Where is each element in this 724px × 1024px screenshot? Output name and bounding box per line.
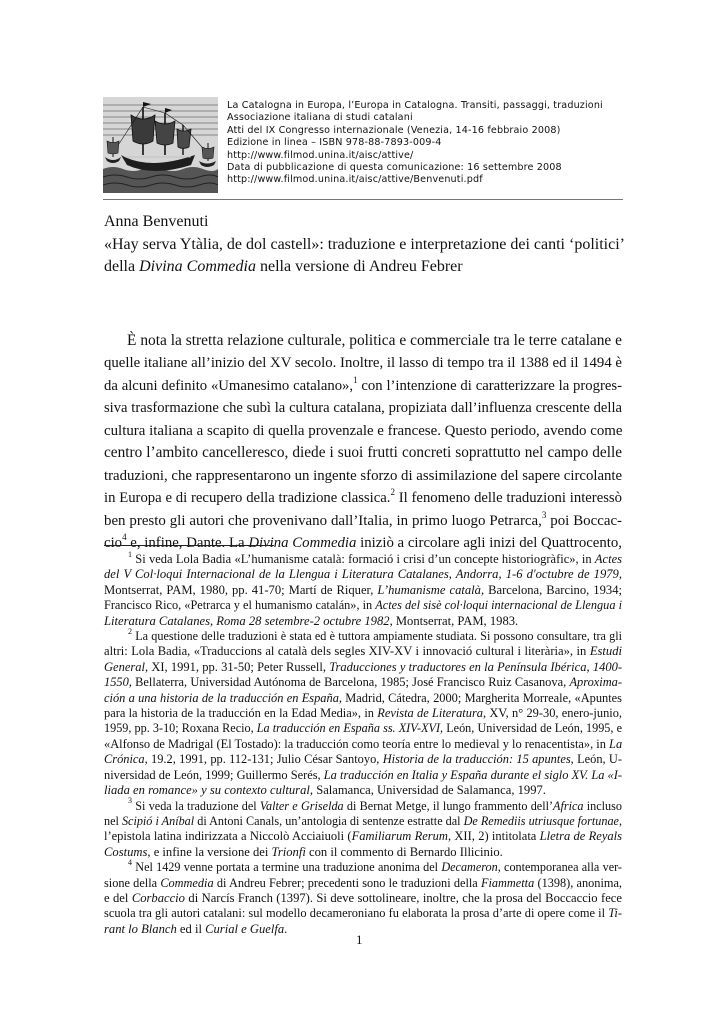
body-text: e, infine, Dante. La	[126, 535, 249, 552]
footnote-3-line	[104, 829, 622, 844]
footnote-italic: Corbaccio	[131, 890, 185, 905]
body-line: È nota la stretta relazione culturale, politica e commerciale tra le terre catalane e	[127, 332, 622, 349]
footnote-text: para la historia de la traducción en la Edad Media», in	[104, 706, 378, 721]
footnote-separator	[104, 545, 274, 546]
footnote-3-line	[104, 845, 622, 860]
footnote-text: con il commento di Bernardo Illicinio.	[305, 844, 503, 859]
footnote-italic: General,	[104, 659, 149, 674]
footnote-italic: Estudi	[589, 644, 622, 659]
header-line-url: http://www.filmod.unina.it/aisc/attive/	[227, 149, 414, 161]
footnote-4-line	[104, 906, 622, 921]
header-line-publication-date: Data di pubblicazione di questa comunicazione: 16 settembre 2008	[227, 162, 562, 174]
footnote-italic: ción a una historia de la traducción en España,	[104, 690, 342, 705]
header-text	[227, 100, 627, 187]
body-text: poi Boccac-	[546, 512, 623, 529]
footnote-text: .	[284, 921, 288, 936]
footnote-text: Francisco Rico, «Petrarca y el humanismo catalán», in	[104, 598, 376, 613]
footnote-text: , Montserrat, PAM, 1983.	[389, 613, 519, 628]
footnote-2-line	[104, 644, 622, 659]
ship-woodcut-icon	[103, 97, 218, 193]
footnote-number: 1	[128, 549, 132, 559]
footnote-number: 3	[128, 796, 132, 806]
footnotes	[104, 549, 623, 937]
header-line-isbn: Edizione in linea – ISBN 978-88-7893-009-4	[227, 137, 442, 149]
body-text: con l’intenzione di caratterizzare la progres-	[357, 377, 622, 394]
footnote-ref-4[interactable]: 4	[122, 532, 127, 543]
footnote-italic: Africa	[553, 798, 584, 813]
footnote-italic: Actes del sisè col·loqui internacional de Llengua i	[375, 598, 622, 613]
footnote-1-line	[104, 567, 622, 582]
footnote-italic: Decameron,	[441, 860, 501, 875]
footnote-3-line	[104, 814, 622, 829]
footnote-text: altri: Lola Badia, «Traduccions al català dels segles XIV-XV i innovació cultural i literària», in	[104, 644, 590, 659]
footnote-2-line	[104, 721, 622, 736]
footnote-2-line	[104, 768, 622, 783]
footnote-italic: Curial e Guelfa	[205, 921, 285, 936]
footnote-text: l’epistola latina indirizzata a Niccolò Acciaiuoli (	[104, 829, 352, 844]
footnote-2-line	[104, 660, 622, 675]
body-line	[104, 510, 622, 532]
footnote-text: XI, 1991, pp. 31-50; Peter Russell,	[148, 659, 330, 674]
footnote-text: di Narcís Franch (1397). Si deve sottolineare, inoltre, che la prosa del Boccaccio fece	[184, 890, 622, 905]
body-text: cio	[104, 535, 123, 552]
footnote-italic: Aproxima-	[569, 675, 622, 690]
footnote-text: scuola tra gli autori catalani: sul modello decameroniano fu elaborata la prosa d’arte di opere come il	[104, 906, 609, 921]
footnote-text: ed il	[176, 921, 206, 936]
footnote-text: sione della	[104, 875, 161, 890]
title-work-italic: Divina Commedia	[139, 258, 256, 275]
title-line-1: «Hay serva Ytàlia, de dol castell»: traduzione e interpretazione dei canti ‘politici’	[104, 236, 625, 253]
paper-title	[104, 234, 634, 278]
footnote-4-line	[104, 860, 622, 875]
footnote-italic: La	[609, 736, 623, 751]
footnote-text: di Bernat Metge, il lungo frammento dell’	[343, 798, 554, 813]
footnote-italic: Scipió i Aníbal	[121, 813, 195, 828]
footnote-italic: Familiarum Rerum	[351, 829, 448, 844]
footnote-text: , e infine la versione dei	[147, 844, 272, 859]
body-line	[104, 487, 622, 509]
footnote-italic: del V Col·loqui Internacional de la Llengua i Literatura Catalanes, Andorra, 1-6 d'octubre de 1979	[104, 567, 619, 582]
footnote-text: , XII, 2) intitolata	[447, 829, 540, 844]
body-text: in Europa e di recupero della tradizione classica.	[104, 490, 391, 507]
header-line-proceedings: Atti del IX Congresso internazionale (Venezia, 14-16 febbraio 2008)	[227, 124, 561, 136]
body-paragraph	[104, 330, 622, 555]
body-line: cultura italiana a scapito di quella provenzale e francese. Questo periodo, avendo come	[104, 422, 623, 439]
footnote-number: 2	[128, 626, 132, 636]
footnote-italic: Actes	[594, 552, 622, 566]
body-text: ben presto gli autori che provenivano dall’Italia, in primo luogo Petrarca,	[104, 512, 542, 529]
footnote-italic: liada en romance» y su contexto cultural,	[104, 783, 314, 798]
footnote-text: 19.2, 1991, pp. 112-131; Julio César Santoyo,	[147, 752, 383, 767]
footnote-text: e del	[104, 890, 132, 905]
footnote-number: 4	[128, 858, 132, 868]
header-line-conference-title: La Catalogna in Europa, l’Europa in Catalogna. Transiti, passaggi, traduzioni	[227, 100, 603, 111]
header-divider	[103, 199, 623, 200]
footnote-4-line	[104, 891, 622, 906]
body-line: centro l’ambito cancelleresco, diede i suoi frutti concreti soprattutto nel campo delle	[104, 444, 622, 462]
footnote-text: (1398), anonima,	[534, 875, 622, 890]
footnote-2-line	[104, 783, 622, 798]
page-number: 1	[356, 932, 363, 947]
footnote-text: Nel 1429 venne portata a termine una traduzione anonima del	[132, 860, 442, 875]
title-text: della	[104, 258, 140, 275]
footnote-italic: Valter e Griselda	[259, 798, 344, 813]
footnote-1-line	[104, 598, 622, 613]
body-line: traduzioni, che rappresentarono un ingente sforzo di assimilazione del sapere circolante	[104, 467, 623, 484]
footnote-italic: Traducciones y traductores en la Península Ibérica, 1400-	[329, 659, 622, 674]
footnote-2-line	[104, 626, 622, 644]
footnote-italic: Trionfi	[271, 844, 306, 859]
footnote-3-line	[104, 796, 622, 814]
footnote-text: «Alfonso de Madrigal (El Tostado): la traducción como teoría entre lo medieval y lo renacentista», in	[104, 736, 610, 751]
body-text: Il fenomeno delle traduzioni interessò	[394, 490, 622, 507]
title-text: nella versione di Andreu Febrer	[255, 258, 463, 275]
footnote-text: Madrid, Cátedra, 2000; Margherita Morreale, «Apuntes	[342, 690, 622, 705]
footnote-text: Si veda la traduzione del	[132, 798, 260, 813]
body-text: iniziò a circolare agli inizi del Quattrocento,	[356, 535, 622, 552]
footnote-text: di Antoni Canals, un’antologia di sentenze estratte dal	[194, 813, 464, 828]
footnote-text: ,	[618, 813, 623, 828]
footnote-italic: 1550,	[104, 675, 132, 690]
author-name: Anna Benvenuti	[104, 213, 209, 230]
footnote-italic: Fiammetta	[480, 875, 535, 890]
footnote-text: 1959, pp. 3-10; Roxana Recio,	[104, 721, 257, 736]
footnote-text: di Andreu Febrer; precedenti sono le traduzioni della	[213, 875, 481, 890]
body-line: quelle italiane all’inizio del XV secolo. Inoltre, il lasso di tempo tra il 1388 ed il 1494 è	[104, 355, 622, 372]
footnote-text: Bellaterra, Universidad Autónoma de Barcelona, 1985; José Francisco Ruiz Casanova,	[131, 675, 570, 690]
footnote-italic: Crónica,	[104, 752, 148, 767]
footnote-italic: La traducción en Italia y España durante el siglo XV. La «I-	[323, 767, 623, 782]
footnote-4-line	[104, 876, 622, 891]
footnote-text: Salamanca, Universidad de Salamanca, 1997.	[313, 783, 546, 798]
footnote-4-line	[104, 922, 622, 937]
footnote-text: nel	[104, 813, 122, 828]
footnote-text: Montserrat, PAM, 1980, pp. 41-70; Martí de Riquer,	[104, 582, 378, 597]
conference-header	[103, 97, 623, 193]
footnote-text: Barcelona, Barcino, 1934;	[484, 582, 622, 597]
footnote-italic: La traducción en España ss. XIV-XVI,	[256, 721, 444, 736]
header-line-association: Associazione italiana di studi catalani	[227, 112, 413, 124]
footnote-italic: Historia de la traducción: 15 apuntes,	[382, 752, 574, 767]
body-line: siva trasformazione che subì la cultura catalana, propiziata dall’influenza crescente della	[104, 400, 622, 417]
footnote-text: incluso	[583, 798, 622, 813]
footnote-2-line	[104, 752, 622, 767]
footnote-italic: rant lo Blanch	[104, 921, 177, 936]
footnote-2-line	[104, 706, 622, 721]
footnote-text: ,	[618, 567, 622, 582]
footnote-italic: De Remediis utriusque fortunae	[463, 813, 619, 828]
footnote-text: La questione delle traduzioni è stata ed è tuttora ampiamente studiata. Si possono consultare, tra gli	[132, 629, 622, 644]
body-text: da alcuni definito «Umanesimo catalano»,	[104, 377, 354, 394]
body-work-italic: Divina Commedia	[248, 535, 357, 552]
footnote-ref-1[interactable]: 1	[353, 375, 358, 386]
footnote-italic: Ti-	[608, 906, 622, 921]
footnote-ref-2[interactable]: 2	[390, 487, 395, 498]
footnote-1-line	[104, 614, 622, 629]
footnote-italic: Costums	[104, 844, 148, 859]
header-line-pdf-url: http://www.filmod.unina.it/aisc/attive/Benvenuti.pdf	[227, 174, 483, 186]
footnote-text: XV, n° 29-30, enero-junio,	[486, 706, 622, 721]
footnote-text: contemporanea alla ver-	[500, 860, 622, 875]
footnote-text: niversidad de León, 1999; Guillermo Serés,	[104, 767, 324, 782]
footnote-1-line	[104, 583, 622, 598]
footnote-text: Si veda Lola Badia «L’humanisme català: formació i crisi d’un concepte historiogràfic», in	[132, 552, 595, 566]
footnote-italic: Lletra de Reyals	[539, 829, 622, 844]
footnote-2-line	[104, 737, 622, 752]
footnote-1-line	[104, 549, 622, 567]
footnote-2-line	[104, 691, 622, 706]
footnote-italic: Revista de Literatura,	[377, 706, 487, 721]
body-line	[104, 375, 622, 397]
title-line-2	[104, 256, 634, 278]
footnote-italic: Literatura Catalanes, Roma 28 setembre-2 octubre 1982	[104, 613, 390, 628]
footnote-italic: L’humanisme català,	[377, 582, 485, 597]
footnote-text: León, U-	[573, 752, 623, 767]
footnote-italic: Commedia	[160, 875, 214, 890]
footnote-2-line	[104, 675, 622, 690]
footnote-ref-3[interactable]: 3	[541, 509, 547, 520]
footnote-text: León, Universidad de León, 1995, e	[443, 721, 622, 736]
